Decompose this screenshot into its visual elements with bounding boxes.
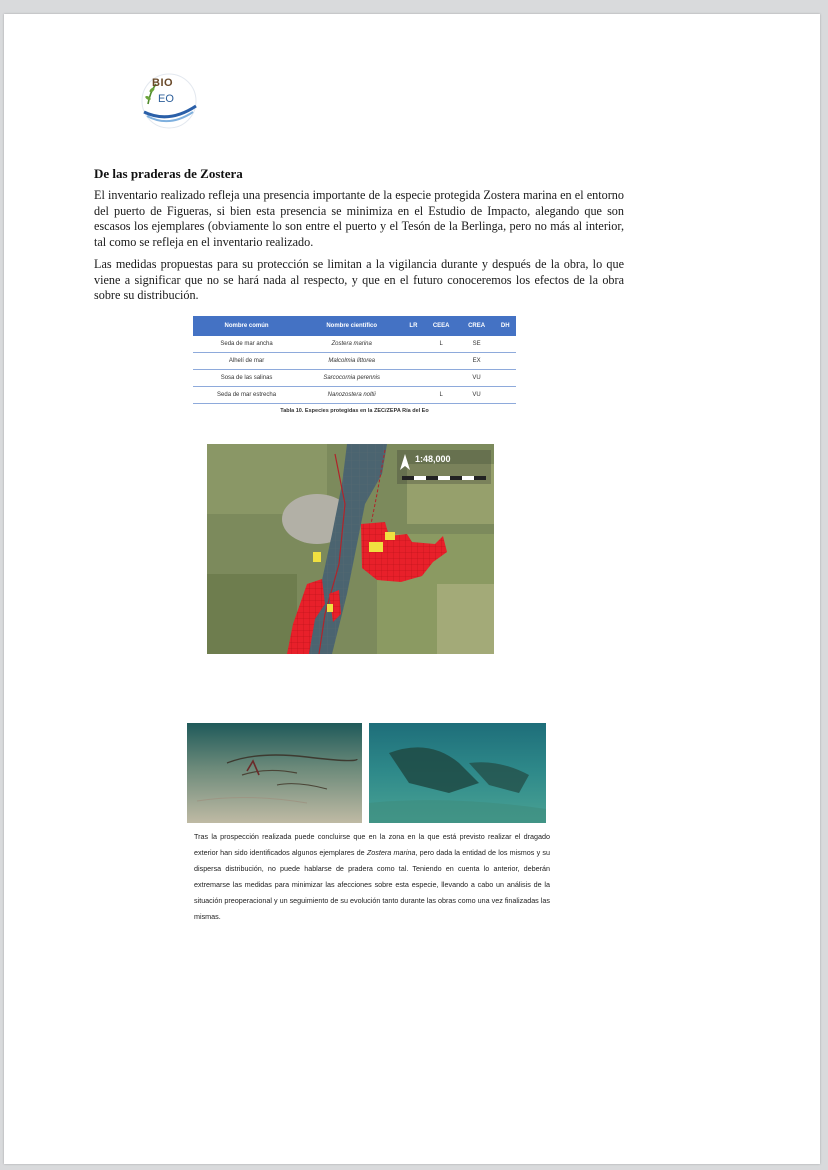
cell-lr [403, 387, 423, 404]
table-row [193, 336, 516, 353]
cell-crea: VU [459, 387, 495, 404]
col-header: Nombre científico [300, 316, 403, 336]
cell-dh [494, 353, 516, 370]
paragraph-measures: Las medidas propuestas para su protección se limitan a la vigilancia durante y después de la obra, lo que viene a significar que no se hará nada al respecto, y que en el futuro conoceremos los efectos de la obra sobre su distribución. [94, 257, 624, 302]
cell-lr [403, 336, 423, 353]
cell-ceea: L [424, 336, 459, 353]
cell-ceea [424, 353, 459, 370]
col-header: CREA [459, 316, 495, 336]
cell-scientific-name: Sarcocornia perennis [300, 370, 403, 387]
cell-ceea: L [424, 387, 459, 404]
cell-scientific-name: Malcolmia littorea [300, 353, 403, 370]
map-scale-label: 1:48,000 [415, 454, 451, 464]
table-header-row [193, 316, 516, 336]
paragraph-inventory: El inventario realizado refleja una presencia importante de la especie protegida Zostera marina en el entorno del puerto de Figueras, si bien esta presencia se minimiza en el Estudio de Impacto, alegando que son escasos los ejemplares (obviamente lo son entre el puerto y el Tesón de la Berlinga, pero no más al interior, tal como se refleja en el inventario realizado. [94, 188, 624, 249]
conclusion-species-name: Zostera marina [366, 848, 416, 857]
cell-lr [403, 370, 423, 387]
table-caption: Tabla 10. Especies protegidas en la ZEC/ZEPA Ría del Eo [280, 408, 429, 414]
conclusion-text-end: , pero dada la entidad de los mismos y su dispersa distribución, no puede hablarse de pradera como tal. Teniendo en cuenta lo anterior, deberán extremarse las medidas para minimizar las afecciones sobre esta especie, llevando a cabo un análisis de la situación preoperacional y un seguimiento de su evolución tanto durante las obras como una vez finalizadas las mismas. [194, 848, 550, 921]
cell-dh [494, 336, 516, 353]
cell-crea: VU [459, 370, 495, 387]
cell-common-name: Seda de mar estrecha [193, 387, 300, 404]
underwater-photo-seabed [187, 723, 362, 823]
col-header: DH [494, 316, 516, 336]
cell-scientific-name: Nanozostera noltii [300, 387, 403, 404]
col-header: LR [403, 316, 423, 336]
table-row [193, 387, 516, 404]
satellite-map [207, 444, 494, 654]
logo-text-bio: BIO [152, 77, 174, 89]
cell-dh [494, 387, 516, 404]
underwater-photo-debris [369, 723, 546, 823]
section-heading: De las praderas de Zostera [94, 166, 243, 181]
conclusion-text-start: Tras la prospección realizada puede concluirse que en la zona en la que está previsto realizar el dragado exterior han sido identificados algunos ejemplares de [194, 832, 550, 857]
col-header: CEEA [424, 316, 459, 336]
cell-dh [494, 370, 516, 387]
cell-common-name: Seda de mar ancha [193, 336, 300, 353]
table-row [193, 370, 516, 387]
cell-lr [403, 353, 423, 370]
logo-text-eo: EO [158, 93, 174, 105]
cell-ceea [424, 370, 459, 387]
cell-crea: EX [459, 353, 495, 370]
col-header: Nombre común [193, 316, 300, 336]
table-row [193, 353, 516, 370]
cell-crea: SE [459, 336, 495, 353]
cell-common-name: Alhelí de mar [193, 353, 300, 370]
species-table [193, 316, 516, 404]
cell-scientific-name: Zostera marina [300, 336, 403, 353]
conclusion-paragraph [194, 829, 550, 925]
cell-common-name: Sosa de las salinas [193, 370, 300, 387]
bioeo-logo [138, 70, 200, 132]
